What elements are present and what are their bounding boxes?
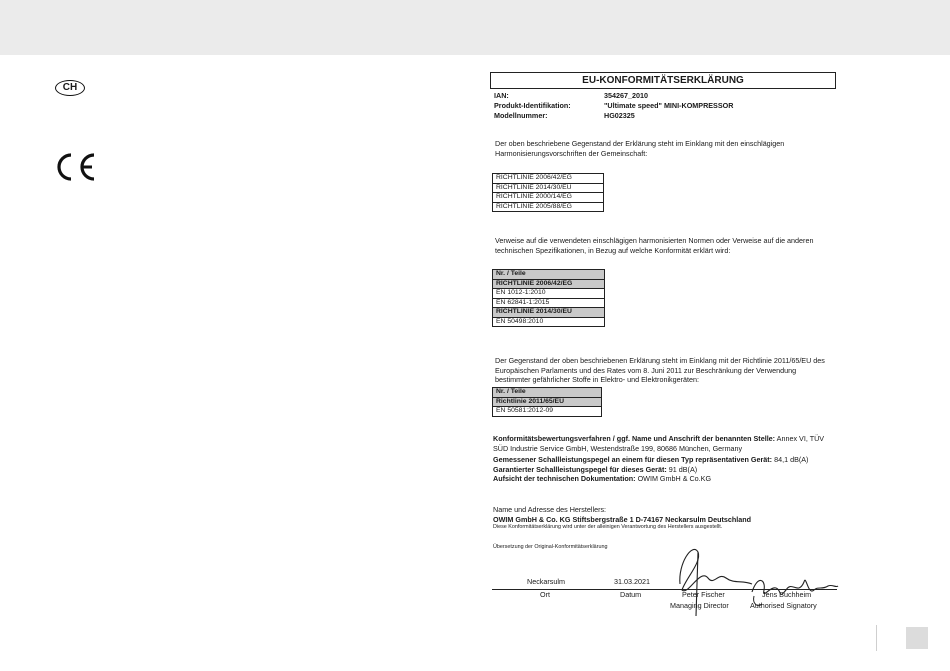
- product-id-value: "Ultimate speed" MINI-KOMPRESSOR: [604, 101, 734, 110]
- table-header-cell: Nr. / Teile: [493, 388, 602, 398]
- responsibility-note: Diese Konformitätserklärung wird unter der alleinigen Verantwortung des Herstellers ausgestellt.: [493, 524, 723, 530]
- table-row: [493, 270, 605, 280]
- translation-note: Übersetzung der Original-Konformitätserklärung: [493, 544, 608, 550]
- table-cell: EN 50498:2010: [493, 317, 605, 327]
- manufacturer-address: OWIM GmbH & Co. KG Stiftsbergstraße 1 D-74167 Neckarsulm Deutschland: [493, 514, 752, 524]
- paragraph-line: bestimmter gefährlicher Stoffe in Elektro- und Elektronikgeräten:: [495, 375, 700, 384]
- table-header-cell: RICHTLINIE 2006/42/EG: [493, 279, 605, 289]
- table-header-cell: Nr. / Teile: [493, 270, 605, 280]
- signer-1-name: Peter Fischer: [682, 590, 725, 599]
- table-row: [493, 183, 604, 193]
- rohs-paragraph: [495, 356, 865, 385]
- manufacturer-intro: Name und Adresse des Herstellers:: [493, 505, 607, 514]
- table-row: [493, 174, 604, 184]
- norms-table: [492, 269, 605, 327]
- table-header-cell: Richtlinie 2011/65/EU: [493, 397, 602, 407]
- model-label: Modellnummer:: [494, 111, 548, 120]
- table-row: [493, 279, 605, 289]
- table-row: [493, 289, 605, 299]
- paragraph-line: Harmonisierungsvorschriften der Gemeinschaft:: [495, 148, 648, 158]
- signature-area: [490, 542, 860, 622]
- table-row: [493, 298, 605, 308]
- guaranteed-value: 91 dB(A): [666, 464, 698, 474]
- measured-line: [493, 455, 863, 465]
- product-info: [494, 91, 824, 121]
- ce-mark-icon: [52, 152, 98, 182]
- norms-paragraph: [495, 236, 857, 255]
- top-bar: [0, 0, 950, 55]
- paragraph-line: Der oben beschriebene Gegenstand der Erklärung steht im Einklang mit den einschlägigen: [495, 139, 785, 148]
- signature-date: 31.03.2021: [614, 577, 650, 586]
- rohs-table: [492, 387, 602, 417]
- conformity-line: [493, 434, 863, 444]
- table-row: [493, 317, 605, 327]
- conformity-block: [493, 434, 863, 484]
- paragraph-line: Verweise auf die verwendeten einschlägigen harmonisierten Normen oder Verweise auf die anderen: [495, 236, 814, 245]
- ian-label: IAN:: [494, 91, 509, 100]
- ian-value: 354267_2010: [604, 91, 648, 100]
- ian-row: [494, 91, 824, 101]
- table-cell: EN 50581:2012-09: [493, 407, 602, 417]
- paragraph-line: Der Gegenstand der oben beschriebenen Erklärung steht im Einklang mit der Richtlinie 2011/65/EU des: [495, 356, 825, 365]
- paragraph-line: technischen Spezifikationen, in Bezug auf welche Konformität erklärt wird:: [495, 245, 731, 255]
- table-row: [493, 397, 602, 407]
- table-row: [493, 388, 602, 398]
- model-row: [494, 111, 824, 121]
- table-row: [493, 407, 602, 417]
- table-cell: RICHTLINIE 2000/14/EG: [493, 193, 604, 203]
- model-value: HG02325: [604, 111, 635, 120]
- table-row: [493, 202, 604, 212]
- directives-table: [492, 173, 604, 212]
- harmonisation-paragraph: [495, 139, 857, 158]
- table-cell: RICHTLINIE 2005/88/EG: [493, 202, 604, 212]
- supervision-label: Aufsicht der technischen Dokumentation:: [493, 474, 636, 483]
- document-title: EU-KONFORMITÄTSERKLÄRUNG: [490, 72, 836, 89]
- signer-1-title: Managing Director: [670, 601, 729, 610]
- page-separator: [876, 625, 877, 651]
- signer-2-title: Authorised Signatory: [750, 601, 817, 610]
- table-cell: EN 62841-1:2015: [493, 298, 605, 308]
- signature-place: Neckarsulm: [527, 577, 565, 586]
- measured-label: Gemessener Schallleistungspegel an einem für diesen Typ repräsentativen Gerät:: [493, 455, 773, 464]
- date-label: Datum: [620, 590, 642, 599]
- table-cell: RICHTLINIE 2014/30/EU: [493, 183, 604, 193]
- conformity-line-2: SÜD Industrie Service GmbH, Westendstraße 199, 80686 München, Germany: [493, 443, 743, 453]
- supervision-value: OWIM GmbH & Co.KG: [635, 474, 712, 483]
- paragraph-line: Europäischen Parlaments und des Rates vom 8. Juni 2011 zur Beschränkung der Verwendung: [495, 365, 797, 375]
- table-row: [493, 308, 605, 318]
- signer-2-name: Jens Buchheim: [762, 590, 812, 599]
- product-id-label: Produkt-Identifikation:: [494, 101, 571, 110]
- table-cell: RICHTLINIE 2006/42/EG: [493, 174, 604, 184]
- measured-value: 84,1 dB(A): [772, 455, 809, 464]
- page-number-box: [906, 627, 928, 649]
- conformity-label: Konformitätsbewertungsverfahren / ggf. Name und Anschrift der benannten Stelle:: [493, 434, 776, 443]
- table-row: [493, 193, 604, 203]
- place-label: Ort: [540, 590, 550, 599]
- conformity-value: Annex VI, TÜV: [775, 434, 825, 443]
- supervision-line: [493, 474, 863, 484]
- ch-country-badge: CH: [55, 80, 85, 96]
- guaranteed-label: Garantierter Schallleistungspegel für dieses Gerät:: [493, 464, 667, 474]
- table-header-cell: RICHTLINIE 2014/30/EU: [493, 308, 605, 318]
- product-id-row: [494, 101, 824, 111]
- table-cell: EN 1012-1:2010: [493, 289, 605, 299]
- guaranteed-line: [493, 465, 863, 475]
- manufacturer-block: [493, 505, 863, 531]
